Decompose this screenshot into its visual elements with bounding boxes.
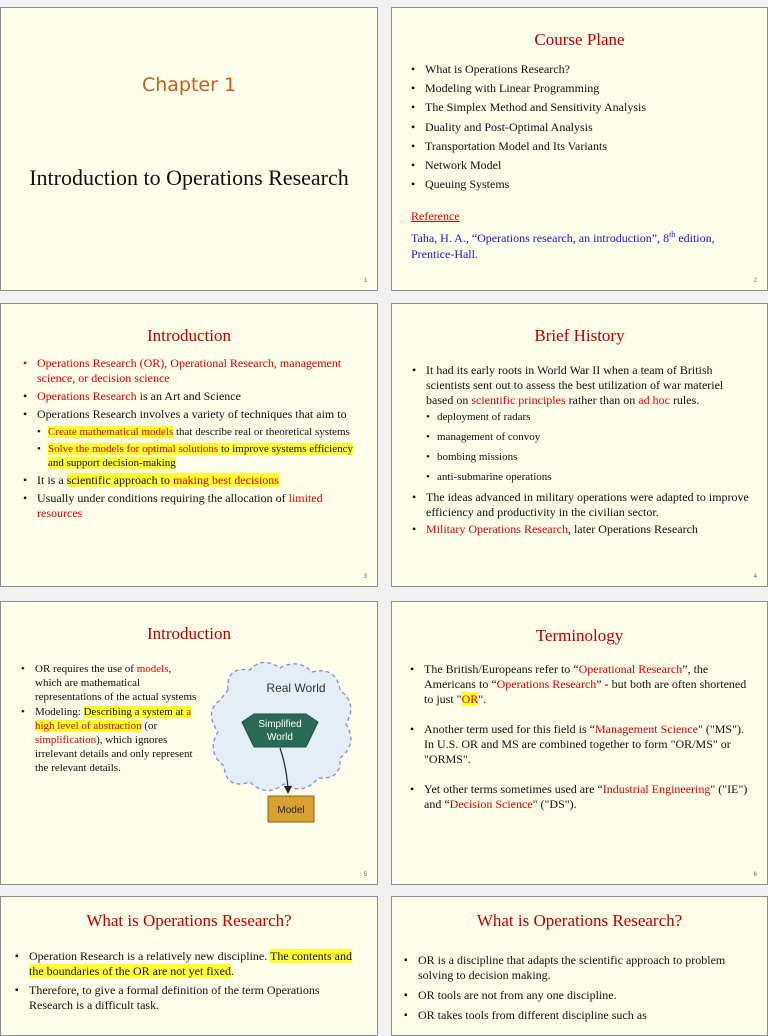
slide-title: What is Operations Research? <box>476 911 683 930</box>
list-item: • Usually under conditions requiring the allocation of limited resources <box>23 491 363 521</box>
list-item: • Yet other terms sometimes used are “Industrial Engineering" ("IE") and “Decision Science" ("DS"). <box>410 782 755 812</box>
list-item: • It had its early roots in World War II when a team of British scientists sent out to assess the best utilization of war materiel based on scientific principles rather than on ad hoc rules. <box>412 363 752 408</box>
bullet-list <box>15 949 365 1017</box>
slide-2 <box>391 7 768 291</box>
list-item: • Duality and Post-Optimal Analysis <box>411 118 751 137</box>
bullet-list <box>410 662 755 827</box>
simplified-world-label: World <box>267 732 293 743</box>
presentation-title: Introduction to Operations Research <box>29 165 349 190</box>
simplified-world-label: Simplified <box>258 719 302 730</box>
arrow-head <box>284 786 292 794</box>
slide-number: 5 <box>363 872 367 878</box>
course-plan-list <box>411 60 751 194</box>
list-item: • Queuing Systems <box>411 175 751 194</box>
bullet-list <box>412 363 752 539</box>
chapter-label: Chapter 1 <box>141 74 237 96</box>
sub-list-item: • bombing missions <box>412 450 752 464</box>
bullet-list <box>21 662 199 776</box>
real-world-label: Real World <box>266 681 326 695</box>
slide-6 <box>391 601 768 885</box>
slide-title: Course Plane <box>534 30 625 49</box>
slide-number: 3 <box>363 574 367 580</box>
list-item: • Network Model <box>411 156 751 175</box>
bullet-list <box>404 953 759 1028</box>
sub-list-item: • management of convoy <box>412 430 752 444</box>
list-item: • It is a scientific approach to making best decisions <box>23 473 363 488</box>
list-item: • Operations Research involves a variety of techniques that aim to <box>23 407 363 422</box>
slide-title: Introduction <box>146 624 232 643</box>
reference-text: Taha, H. A., “Operations research, an introduction”, 8th edition, Prentice-Hall. <box>411 230 715 261</box>
list-item: • Modeling with Linear Programming <box>411 79 751 98</box>
slide-4 <box>391 303 768 587</box>
slide-1 <box>0 7 378 291</box>
slide-5 <box>0 601 378 885</box>
sub-list-item: • deployment of radars <box>412 410 752 424</box>
slide-title: Introduction <box>146 326 232 345</box>
list-item: ▪ OR takes tools from different discipline such as <box>404 1008 759 1023</box>
slide-8 <box>391 896 768 1036</box>
slide-number: 4 <box>753 574 757 580</box>
slide-3 <box>0 303 378 587</box>
slide-title: What is Operations Research? <box>86 911 292 930</box>
list-item: ▪ Therefore, to give a formal definition of the term Operations Research is a difficult task. <box>15 983 365 1013</box>
list-item: • Another term used for this field is “Management Science" ("MS"). In U.S. OR and MS are combined together to form "OR/MS" or "ORMS". <box>410 722 755 767</box>
list-item: • Operations Research (OR), Operational Research, management science, or decision science <box>23 356 363 386</box>
list-item: • Military Operations Research, later Operations Research <box>412 522 752 537</box>
bullet-list <box>23 356 363 524</box>
slide-7 <box>0 896 378 1036</box>
sub-list-item: • Create mathematical models that describe real or theoretical systems <box>23 425 363 439</box>
list-item: ▪ OR is a discipline that adapts the scientific approach to problem solving to decision making. <box>404 953 759 983</box>
list-item: • Operations Research is an Art and Science <box>23 389 363 404</box>
sub-list-item: • Solve the models for optimal solutions to improve systems efficiency and support decision-making <box>23 442 363 470</box>
reference-label: Reference <box>411 209 460 223</box>
list-item: • Modeling: Describing a system at a high level of abstraction (or simplification), which ignores irrelevant details and only represent the relevant details. <box>21 705 199 775</box>
list-item: • What is Operations Research? <box>411 60 751 79</box>
list-item: ▪ Operation Research is a relatively new discipline. The contents and the boundaries of the OR are not yet fixed. <box>15 949 365 979</box>
list-item: ▪ OR tools are not from any one discipline. <box>404 988 759 1003</box>
list-item: • Transportation Model and Its Variants <box>411 137 751 156</box>
list-item: • The Simplex Method and Sensitivity Analysis <box>411 98 751 117</box>
slide-number: 2 <box>753 278 757 284</box>
modeling-diagram <box>206 660 356 830</box>
slide-title: Terminology <box>535 626 624 645</box>
model-label: Model <box>277 805 305 816</box>
slide-title: Brief History <box>534 326 625 345</box>
slide-number: 6 <box>753 872 757 878</box>
diagram-svg <box>206 660 356 830</box>
sub-list-item: • anti-submarine operations <box>412 470 752 484</box>
list-item: • OR requires the use of models, which are mathematical representations of the actual systems <box>21 662 199 704</box>
slide-number: 1 <box>363 278 367 284</box>
list-item: • The British/Europeans refer to “Operational Research”, the Americans to “Operations Research” - but both are often shortened to just "OR". <box>410 662 755 707</box>
list-item: • The ideas advanced in military operations were adapted to improve efficiency and productivity in the civilian sector. <box>412 490 752 520</box>
